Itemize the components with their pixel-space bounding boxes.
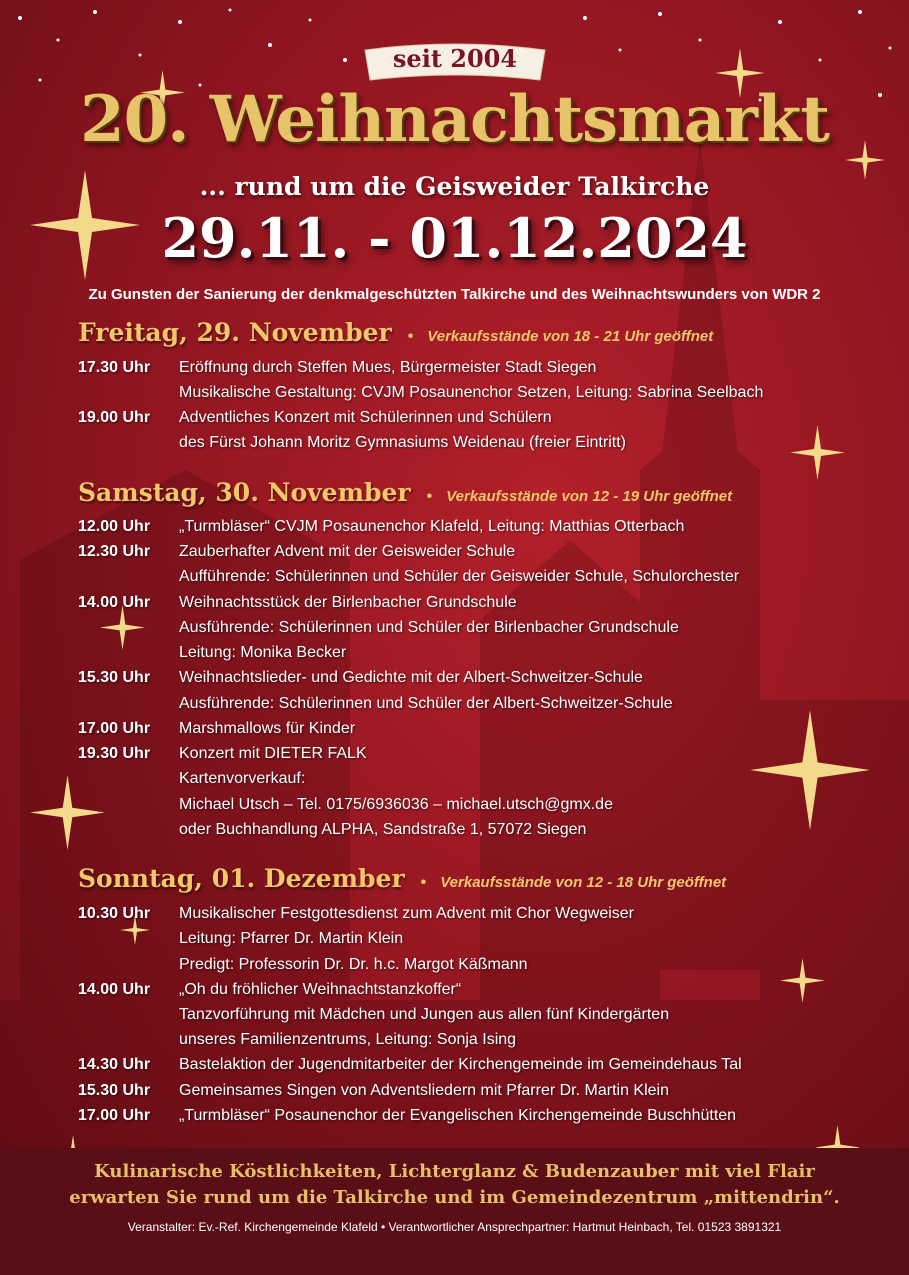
day-name: Freitag, 29. November [78,318,392,347]
day-heading-friday [78,318,713,347]
purpose-text: Zu Gunsten der Sanierung der denkmalgeschützten Talkirche und des Weihnachtswunders von WDR 2 [88,286,821,303]
row-text: Musikalische Gestaltung: CVJM Posaunenchor Setzen, Leitung: Sabrina Seelbach [179,384,764,401]
schedule-row [78,770,305,788]
schedule-row [78,1031,516,1049]
row-text: Konzert mit DIETER FALK [179,745,367,762]
row-text: Weihnachtsstück der Birlenbacher Grundschule [179,594,517,611]
schedule-row [78,518,684,536]
day-heading-saturday [78,478,732,507]
bullet-separator: • [420,874,427,891]
row-text: des Fürst Johann Moritz Gymnasiums Weidenau (freier Eintritt) [179,434,626,451]
schedule-row [78,669,643,687]
row-text: Musikalischer Festgottesdienst zum Advent mit Chor Wegweiser [179,905,634,922]
opening-hours: Verkaufsstände von 18 - 21 Uhr geöffnet [427,328,714,345]
schedule-row [78,1056,742,1074]
row-time: 10.30 Uhr [78,905,151,922]
row-time: 14.30 Uhr [78,1056,151,1073]
schedule-row [78,594,517,612]
row-time: 19.00 Uhr [78,409,151,426]
schedule-row [78,1006,669,1024]
row-text: Michael Utsch – Tel. 0175/6936036 – michael.utsch@gmx.de [179,796,613,813]
star-icon [790,425,845,480]
opening-hours: Verkaufsstände von 12 - 19 Uhr geöffnet [446,488,733,505]
organizer-info: Veranstalter: Ev.-Ref. Kirchengemeinde Klafeld • Verantwortlicher Ansprechpartner: Hartmut Heinbach, Tel. 01523 3891321 [127,1220,782,1234]
opening-hours: Verkaufsstände von 12 - 18 Uhr geöffnet [440,874,727,891]
row-text: Marshmallows für Kinder [179,720,356,737]
row-time: 15.30 Uhr [78,669,151,686]
page-subtitle: ... rund um die Geisweider Talkirche [199,172,710,201]
schedule-row [78,543,515,561]
schedule-row [78,905,634,923]
schedule-row [78,359,596,377]
event-dates: 29.11. - 01.12.2024 [161,206,748,270]
row-time: 12.30 Uhr [78,543,151,560]
row-text: Tanzvorführung mit Mädchen und Jungen aus allen fünf Kindergärten [179,1006,670,1023]
row-time: 19.30 Uhr [78,745,151,762]
schedule-row [78,930,403,948]
footer-line-2: erwarten Sie rund um die Talkirche und im Gemeindezentrum „mittendrin“. [69,1187,840,1208]
row-text: Kartenvorverkauf: [179,770,306,787]
schedule-row [78,956,528,974]
schedule-row [78,796,613,814]
day-name: Sonntag, 01. Dezember [78,864,405,893]
row-text: Leitung: Monika Becker [179,644,347,661]
day-name: Samstag, 30. November [78,478,411,507]
row-time: 17.00 Uhr [78,1107,151,1124]
row-text: Zauberhafter Advent mit der Geisweider Schule [179,543,516,560]
row-text: Leitung: Pfarrer Dr. Martin Klein [179,930,404,947]
row-time: 12.00 Uhr [78,518,151,535]
bullet-separator: • [426,488,433,505]
row-text: „Turmbläser“ CVJM Posaunenchor Klafeld, Leitung: Matthias Otterbach [179,518,685,535]
row-text: Ausführende: Schülerinnen und Schüler der Birlenbacher Grundschule [179,619,679,636]
footer-line-1: Kulinarische Köstlichkeiten, Lichterglanz & Budenzauber mit viel Flair [94,1161,815,1182]
star-icon [750,710,870,830]
schedule-row [78,695,673,713]
row-time: 17.00 Uhr [78,720,151,737]
row-text: „Oh du fröhlicher Weihnachtstanzkoffer“ [179,981,462,998]
schedule-row [78,409,552,427]
row-text: Bastelaktion der Jugendmitarbeiter der Kirchengemeinde im Gemeindehaus Tal [179,1056,742,1073]
day-heading-sunday [78,864,726,893]
schedule-row [78,384,763,402]
schedule-row [78,1082,669,1100]
row-text: Ausführende: Schülerinnen und Schüler der Albert-Schweitzer-Schule [179,695,673,712]
schedule-row [78,821,586,839]
star-icon [780,958,825,1003]
row-text: Adventliches Konzert mit Schülerinnen und Schülern [179,409,552,426]
schedule-row [78,1107,736,1125]
schedule-row [78,568,739,586]
schedule-row [78,981,461,999]
row-text: Weihnachtslieder- und Gedichte mit der Albert-Schweitzer-Schule [179,669,643,686]
schedule-row [78,720,355,738]
row-text: oder Buchhandlung ALPHA, Sandstraße 1, 57072 Siegen [179,821,587,838]
schedule-row [78,745,367,763]
row-time: 14.00 Uhr [78,594,151,611]
row-text: Eröffnung durch Steffen Mues, Bürgermeister Stadt Siegen [179,359,597,376]
row-time: 14.00 Uhr [78,981,151,998]
since-label: seit 2004 [392,44,518,73]
row-time: 17.30 Uhr [78,359,151,376]
row-text: Aufführende: Schülerinnen und Schüler der Geisweider Schule, Schulorchester [179,568,740,585]
row-text: Gemeinsames Singen von Adventsliedern mit Pfarrer Dr. Martin Klein [179,1082,669,1099]
row-text: Predigt: Professorin Dr. Dr. h.c. Margot Käßmann [179,956,528,973]
bullet-separator: • [407,328,414,345]
schedule-row [78,434,626,452]
page-title: 20. Weihnachtsmarkt [80,82,829,157]
row-text: unseres Familienzentrums, Leitung: Sonja Ising [179,1031,517,1048]
row-text: „Turmbläser“ Posaunenchor der Evangelischen Kirchengemeinde Buschhütten [179,1107,737,1124]
schedule-row [78,644,346,662]
row-time: 15.30 Uhr [78,1082,151,1099]
schedule-row [78,619,679,637]
